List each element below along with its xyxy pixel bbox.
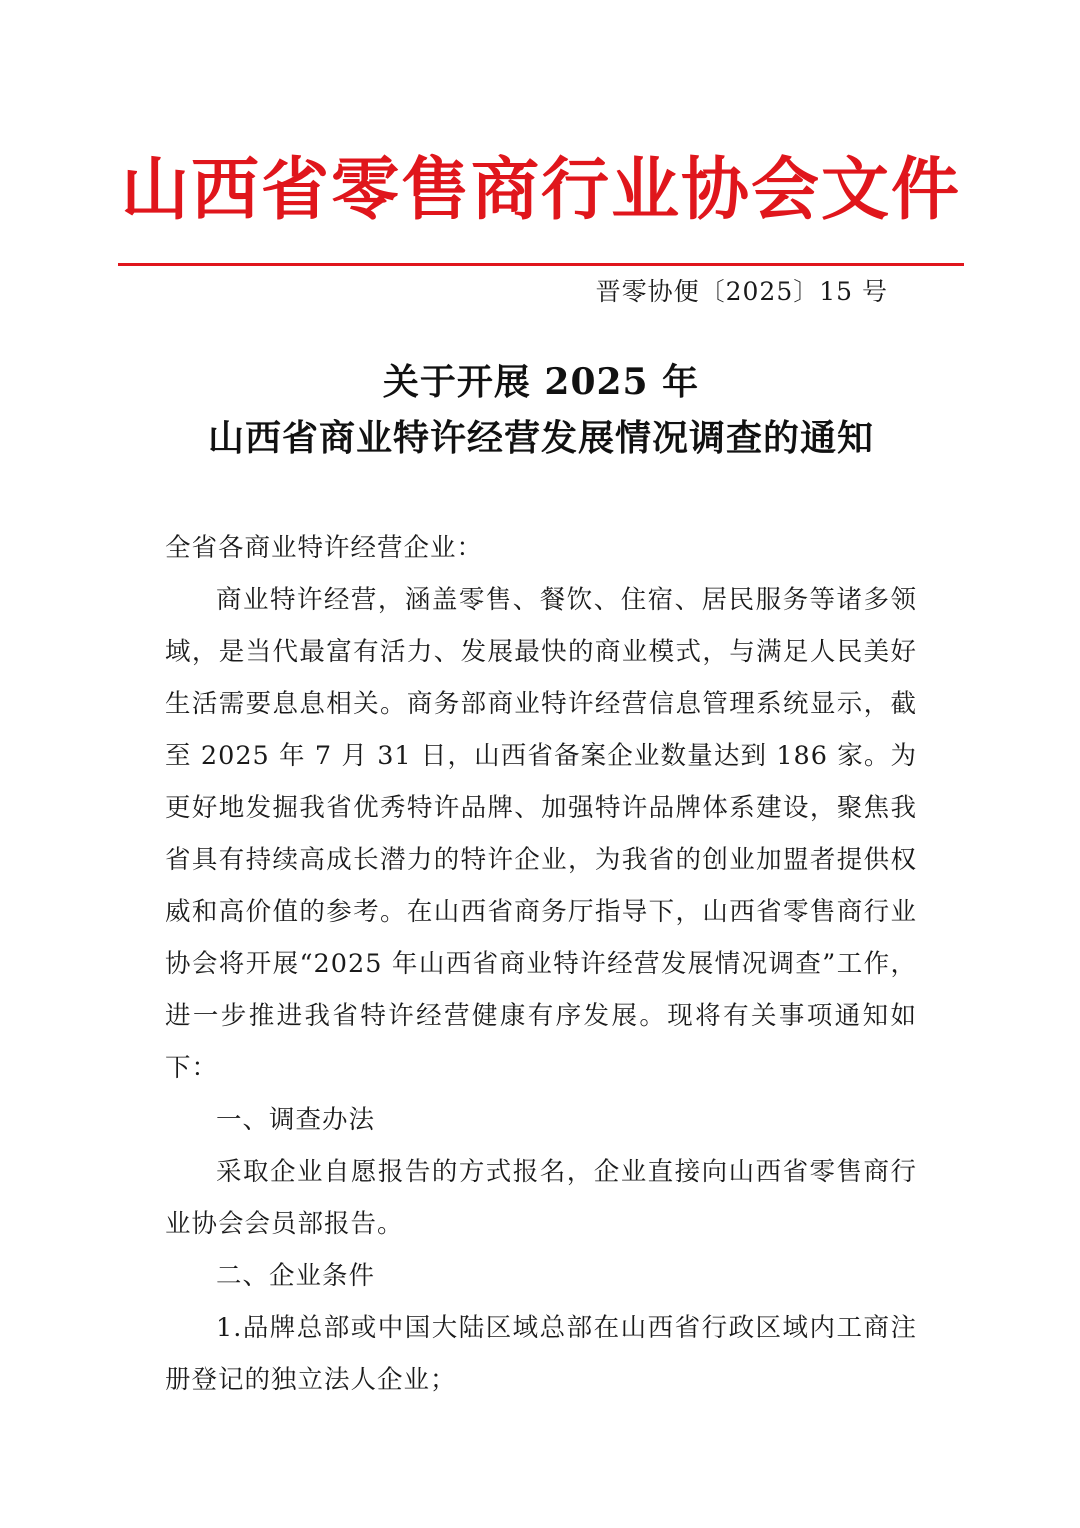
condition-item-1: 1.品牌总部或中国大陆区域总部在山西省行政区域内工商注册登记的独立法人企业；: [165, 1313, 917, 1395]
organization-header: 山西省零售商行业协会文件: [120, 150, 961, 230]
intro-paragraph: 商业特许经营，涵盖零售、餐饮、住宿、居民服务等诸多领域，是当代最富有活力、发展最快的商业模式，与满足人民美好生活需要息息相关。商务部商业特许经营信息管理系统显示，截至 2025 年 7 月 31 日，山西省备案企业数量达到 186 家。为更好地发掘我省优秀特许品牌、加强特许品牌体系建设，聚焦我省具有持续高成长潜力的特许企业，为我省的创业加盟者提供权威和高价值的参考。在山西省商务厅指导下，山西省零售商行业协会将开展“2025 年山西省商业特许经营发展情况调查”工作，进一步推进我省特许经营健康有序发展。现将有关事项通知如下：: [165, 585, 917, 1083]
salutation: 全省各商业特许经营企业：: [165, 533, 484, 563]
notice-title-line-1: 关于开展 2025 年: [382, 361, 700, 403]
section-heading-method: 一、调查办法: [216, 1105, 376, 1135]
red-divider: [118, 263, 964, 266]
document-number: 晋零协便〔2025〕15 号: [595, 277, 888, 306]
section-heading-conditions: 二、企业条件: [216, 1261, 376, 1291]
section-method-text: 采取企业自愿报告的方式报名，企业直接向山西省零售商行业协会会员部报告。: [165, 1157, 917, 1239]
notice-body: [165, 522, 917, 1406]
notice-title-line-2: 山西省商业特许经营发展情况调查的通知: [207, 417, 874, 459]
